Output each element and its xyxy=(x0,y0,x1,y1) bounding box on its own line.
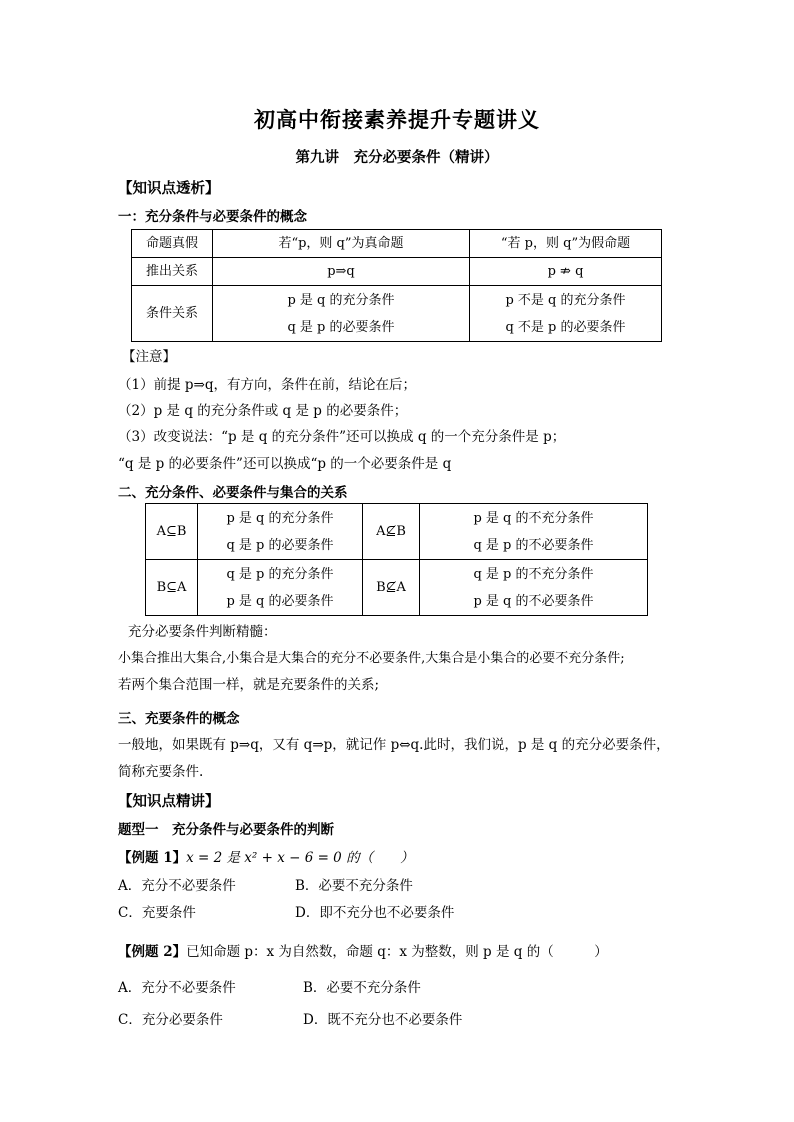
sec3-line: 简称充要条件. xyxy=(118,764,204,780)
table1-line: q 是 p 的必要条件 xyxy=(287,319,395,335)
table1-cell: 推出关系 xyxy=(132,258,213,286)
table1-cell: p⇒q xyxy=(213,258,470,286)
example2-option-b: B．必要不充分条件 xyxy=(303,980,421,996)
sec3-line: 一般地，如果既有 p⇒q，又有 q⇒p，就记作 p⇔q.此时，我们说，p 是 q 的充分必要条件， xyxy=(118,737,670,753)
table2-line: q 是 p 的充分条件 xyxy=(226,566,334,582)
lecture-subtitle: 第九讲 充分必要条件（精讲） xyxy=(295,149,499,166)
table1-cell: 命题真假 xyxy=(132,230,213,258)
table1-cell: “若 p，则 q”为假命题 xyxy=(470,230,662,258)
section1-heading: 一：充分条件与必要条件的概念 xyxy=(118,209,307,225)
note-line: （1）前提 p⇒q，有方向，条件在前，结论在后； xyxy=(118,377,416,393)
example2-option-d: D．既不充分也不必要条件 xyxy=(303,1012,463,1028)
document-title: 初高中衔接素养提升专题讲义 xyxy=(254,107,540,132)
table2-cell: A⊈B xyxy=(363,504,420,560)
example1-stem xyxy=(118,846,414,866)
note-heading: 【注意】 xyxy=(122,349,176,365)
type1-heading: 题型一 充分条件与必要条件的判断 xyxy=(118,822,334,838)
example2-label: 【例题 2】 xyxy=(118,944,187,960)
table1-line: q 不是 p 的必要条件 xyxy=(505,319,626,335)
table2-line: p 是 q 的必要条件 xyxy=(226,593,334,609)
table2-line: q 是 p 的不必要条件 xyxy=(473,537,594,553)
note-line: （3）改变说法：“p 是 q 的充分条件”还可以换成 q 的一个充分条件是 p； xyxy=(118,429,566,445)
table2-line: p 是 q 的不充分条件 xyxy=(473,510,594,526)
note-line: “q 是 p 的必要条件”还可以换成“p 的一个必要条件是 q xyxy=(118,456,452,472)
concept-table xyxy=(131,229,662,342)
table1-cell: 若“p，则 q”为真命题 xyxy=(213,230,470,258)
note-line: （2）p 是 q 的充分条件或 q 是 p 的必要条件； xyxy=(118,403,408,419)
table2-cell: B⊆A xyxy=(146,560,198,616)
section3-heading: 三、充要条件的概念 xyxy=(118,711,240,727)
example1-option-b: B．必要不充分条件 xyxy=(295,878,413,894)
judge-heading: 充分必要条件判断精髓： xyxy=(128,624,277,640)
table2-cell: B⊈A xyxy=(363,560,420,616)
table1-cell: p ⇏ q xyxy=(470,258,662,286)
example1-option-c: C．充要条件 xyxy=(118,905,196,921)
table2-line: p 是 q 的不必要条件 xyxy=(473,593,594,609)
table2-line: q 是 p 的必要条件 xyxy=(226,537,334,553)
example2-option-c: C．充分必要条件 xyxy=(118,1012,223,1028)
table2-line: q 是 p 的不充分条件 xyxy=(473,566,594,582)
section2-heading: 二、充分条件、必要条件与集合的关系 xyxy=(118,485,348,501)
table2-cell xyxy=(420,504,648,560)
set-relation-table xyxy=(145,503,648,616)
example1-option-a: A．充分不必要条件 xyxy=(118,878,236,894)
table2-cell: A⊆B xyxy=(146,504,198,560)
example2-text: 已知命题 p：x 为自然数，命题 q：x 为整数，则 p 是 q 的（ ） xyxy=(186,944,608,960)
table1-cell xyxy=(470,286,662,342)
judge-line: 若两个集合范围一样，就是充要条件的关系; xyxy=(118,677,380,693)
section-explain-heading: 【知识点精讲】 xyxy=(118,793,220,810)
table1-cell xyxy=(213,286,470,342)
table1-line: p 不是 q 的充分条件 xyxy=(505,292,626,308)
example2-stem xyxy=(118,940,608,960)
example1-label: 【例题 1】 xyxy=(118,850,187,866)
judge-line: 小集合推出大集合,小集合是大集合的充分不必要条件,大集合是小集合的必要不充分条件; xyxy=(118,651,625,666)
table1-line: p 是 q 的充分条件 xyxy=(287,292,395,308)
example1-math: x = 2 是 x² + x − 6 = 0 的（ ） xyxy=(186,850,414,866)
table2-cell xyxy=(420,560,648,616)
example2-option-a: A．充分不必要条件 xyxy=(118,980,236,996)
table2-line: p 是 q 的充分条件 xyxy=(226,510,334,526)
table1-cell: 条件关系 xyxy=(132,286,213,342)
table2-cell xyxy=(198,504,363,560)
section-knowledge-heading: 【知识点透析】 xyxy=(118,180,220,197)
table2-cell xyxy=(198,560,363,616)
example1-option-d: D．即不充分也不必要条件 xyxy=(295,905,455,921)
